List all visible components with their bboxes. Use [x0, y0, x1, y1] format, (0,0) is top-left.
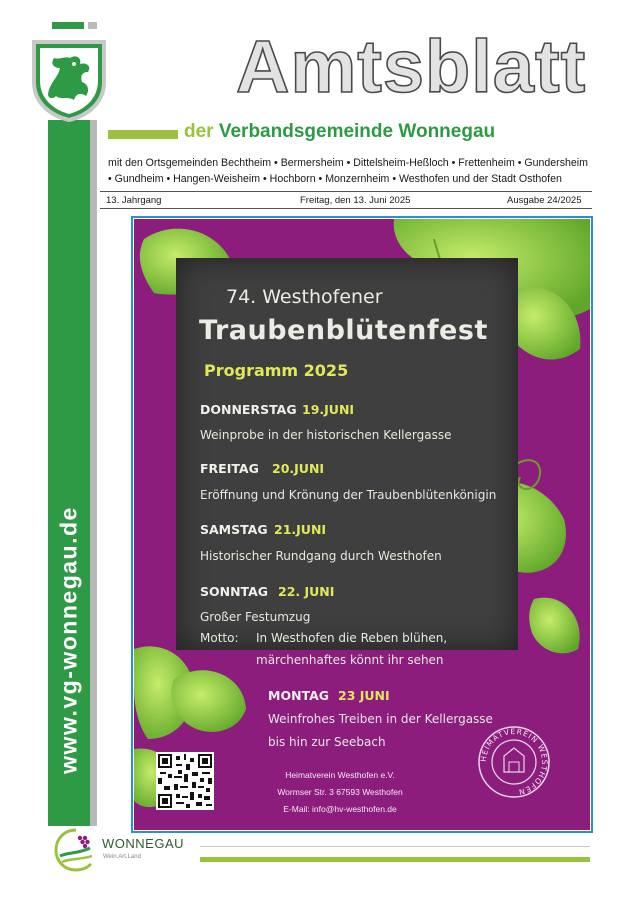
date-friday: 20.JUNI [272, 461, 325, 476]
poster-title-line-2: Traubenblütenfest [199, 315, 488, 346]
poster-title-line-3: Programm 2025 [204, 361, 349, 380]
date-sunday: 22. JUNI [278, 584, 335, 599]
footer-rule-thin [200, 846, 590, 847]
communities-line-2: • Gundheim • Hangen-Weisheim • Hochborn • Monzernheim • Westhofen und der Stadt Osthofen [108, 173, 562, 185]
date-monday: 23 JUNI [338, 688, 390, 703]
issue-rule-bottom [100, 208, 592, 209]
contact-address: Wormser Str. 3 67593 Westhofen [277, 787, 403, 797]
top-accent-grey [88, 22, 97, 29]
contact-name: Heimatverein Westhofen e.V. [285, 770, 395, 780]
subtitle-text: Verbandsgemeinde Wonnegau [218, 121, 496, 142]
footer-rule [200, 857, 590, 862]
side-band-shadow [90, 120, 97, 826]
event-sunday: Großer Festumzug [200, 610, 311, 624]
poster-title-line-1: 74. Westhofener [226, 286, 383, 308]
publication-title: Amtsblatt [236, 25, 587, 108]
footer-tagline: Wein.Art.Land [103, 854, 141, 860]
issue-rule-top [100, 191, 592, 192]
heimatverein-seal-icon [476, 724, 552, 800]
contact-email[interactable]: E-Mail: info@hv-westhofen.de [283, 804, 397, 814]
subtitle-prefix: der [184, 121, 214, 142]
motto-line-2: märchenhaftes könnt ihr sehen [256, 653, 444, 667]
day-sunday: SONNTAG [200, 584, 269, 599]
website-url: www.vg-wonnegau.de [55, 506, 82, 774]
motto-line-1: In Westhofen die Reben blühen, [256, 631, 448, 645]
top-accent-green [52, 22, 84, 29]
day-monday: MONTAG [268, 688, 330, 703]
date-thursday: 19.JUNI [302, 402, 355, 417]
day-friday: FREITAG [200, 461, 259, 476]
event-monday: Weinfrohes Treiben in der Kellergasse [268, 712, 493, 726]
issue-number: Ausgabe 24/2025 [507, 195, 582, 206]
publication-subtitle [184, 121, 495, 143]
seal-text: HEIMATVEREIN WESTHOFEN [478, 726, 550, 797]
event-saturday: Historischer Rundgang durch Westhofen [200, 549, 442, 563]
coat-of-arms-icon [30, 38, 108, 122]
footer-brand: WONNEGAU [102, 836, 184, 851]
motto-label: Motto: [200, 631, 239, 645]
issue-volume: 13. Jahrgang [106, 195, 162, 206]
title-rule [108, 130, 178, 139]
event-friday: Eröffnung und Krönung der Traubenblütenkönigin [200, 488, 497, 502]
event-monday-line-2: bis hin zur Seebach [268, 735, 386, 749]
qr-code-icon[interactable] [156, 752, 214, 810]
communities-line-1: mit den Ortsgemeinden Bechtheim • Bermersheim • Dittelsheim-Heßloch • Frettenheim • Gundersheim [108, 157, 588, 169]
communities-list [108, 155, 598, 187]
day-saturday: SAMSTAG [200, 522, 268, 537]
wonnegau-logo-icon [52, 826, 100, 874]
day-thursday: DONNERSTAG [200, 402, 297, 417]
date-saturday: 21.JUNI [274, 522, 327, 537]
event-thursday: Weinprobe in der historischen Kellergasse [200, 428, 452, 442]
issue-date: Freitag, den 13. Juni 2025 [300, 195, 411, 206]
poster-contact [270, 767, 410, 818]
